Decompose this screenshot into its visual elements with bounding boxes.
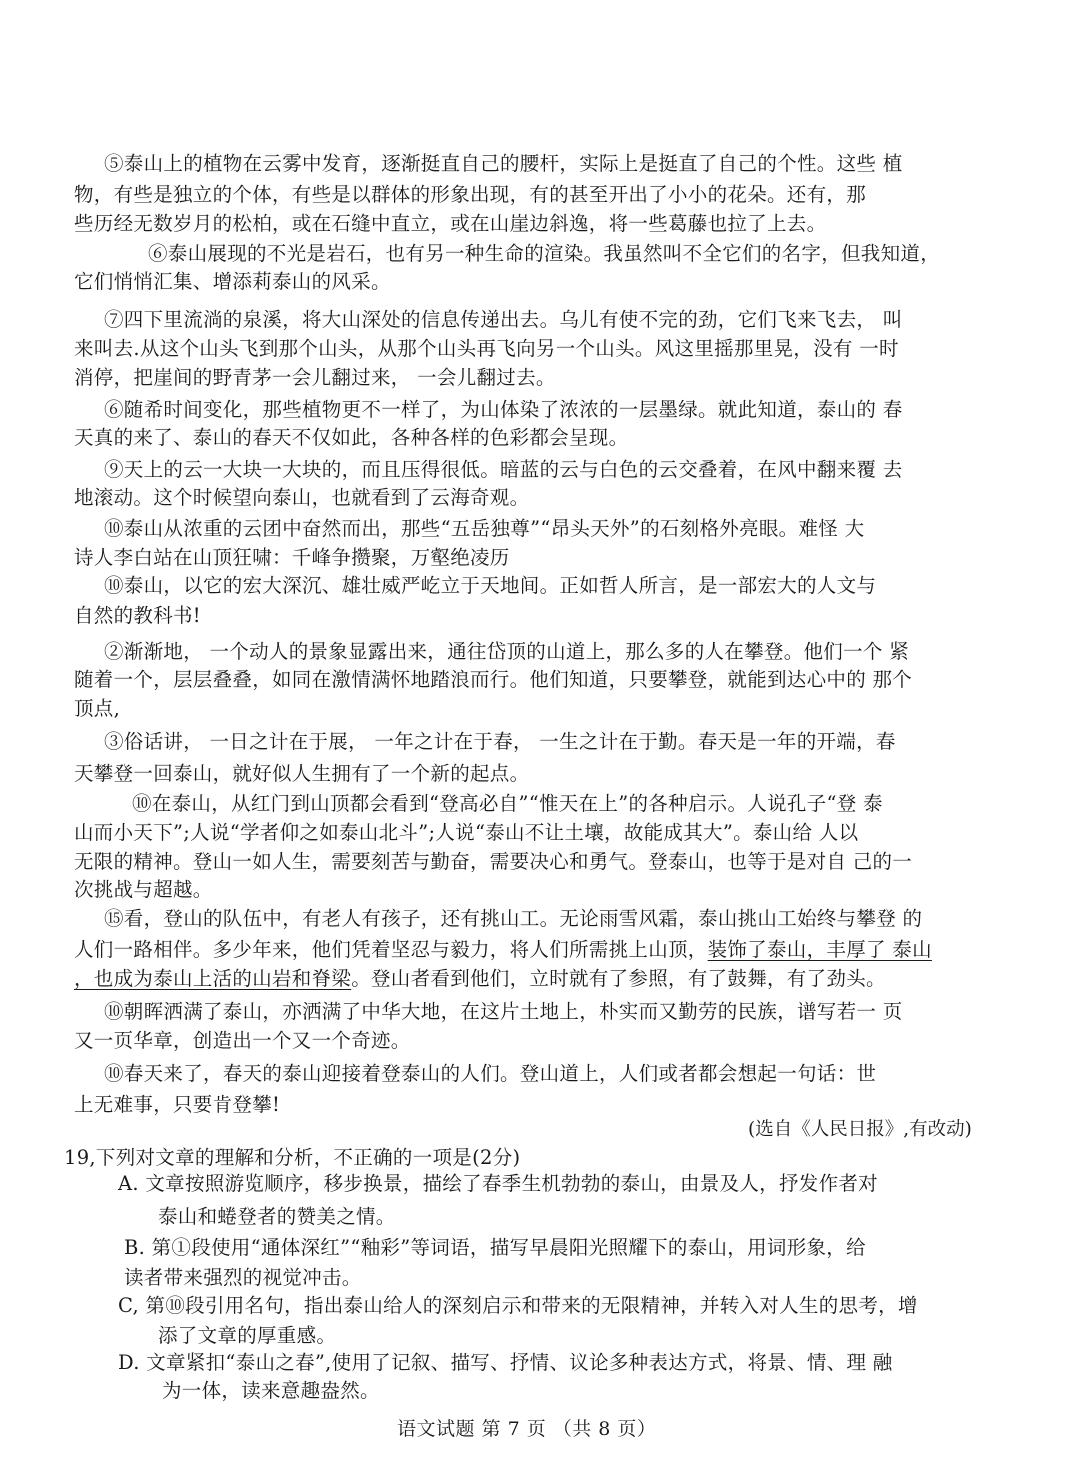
option-a-line-1: A. 文章按照游览顺序，移步换景，描绘了春季生机勃勃的泰山，由景及人，抒发作者对 (118, 1172, 878, 1195)
paragraph-15-line-3-text: 。登山者看到他们，立时就有了参照，有了鼓舞，有了劲头。 (351, 967, 886, 990)
option-a-line-2: 泰山和蜷登者的赞美之情。 (158, 1205, 396, 1228)
option-b-line-2: 读者带来强烈的视觉冲击。 (124, 1266, 362, 1289)
paragraph-7-line-3: 消停，把崖间的野青茅一会儿翻过来， 一会儿翻过去。 (74, 366, 556, 389)
paragraph-16-line-1: ⑩朝晖洒满了泰山，亦洒满了中华大地，在这片土地上，朴实而又勤劳的民族，谱写若一 页 (104, 1000, 903, 1023)
option-c-line-2: 添了文章的厚重感。 (158, 1324, 337, 1347)
paragraph-7-line-2: 来叫去.从这个山头飞到那个山头，从那个山头再飞向另一个山头。风这里摇那里晃，没有 一时 (74, 337, 899, 360)
paragraph-5-line-3: 些历经无数岁月的松柏，或在石缝中直立，或在山崖边斜逸，将一些葛藤也拉了上去。 (74, 212, 827, 235)
paragraph-9-line-1: ⑨天上的云一大块一大块的，而且压得很低。暗蓝的云与白色的云交叠着，在风中翻来覆 去 (104, 458, 903, 481)
paragraph-8-line-1: ⑥随希时间变化，那些植物更不一样了，为山体染了浓浓的一层墨绿。就此知道，泰山的 春 (104, 398, 903, 421)
paragraph-14-line-4: 次挑战与超越。 (74, 878, 213, 901)
option-c-line-1: C, 第⑩段引用名句，指出泰山给人的深刻启示和带来的无限精神，并转入对人生的思考，增 (118, 1294, 918, 1317)
underlined-phrase-continued: ，也成为泰山上活的山岩和脊梁 (74, 967, 352, 990)
paragraph-17-line-2: 上无难事，只要肯登攀! (74, 1093, 281, 1116)
paragraph-15-line-3 (74, 967, 886, 991)
option-b-line-1: B. 第①段使用“通体深红”“釉彩”等词语，描写早晨阳光照耀下的泰山，用词形象，给 (124, 1236, 866, 1259)
paragraph-12-line-2: 随着一个，层层叠叠，如同在激情满怀地踏浪而行。他们知道，只要攀登，就能到达心中的 那个 (74, 668, 913, 691)
paragraph-6-line-2: 它们悄悄汇集、增添莉泰山的风采。 (74, 270, 391, 293)
paragraph-15-line-2-text: 人们一路相伴。多少年来，他们凭着坚忍与毅力，将人们所需挑上山顶， (74, 938, 708, 961)
paragraph-14-line-2: 山而小天下”;人说“学者仰之如泰山北斗”;人说“泰山不让土壤，故能成其大”。泰山给 人以 (74, 821, 859, 844)
paragraph-6-line-1: ⑥泰山展现的不光是岩石，也有另一种生命的渲染。我虽然叫不全它们的名字，但我知道， (148, 242, 941, 265)
paragraph-14-line-3: 无限的精神。登山一如人生，需要刻苦与勤奋，需要决心和勇气。登泰山，也等于是对自 己的一 (74, 850, 913, 873)
article-source: (选自《人民日报》,有改动) (748, 1119, 972, 1140)
paragraph-5-line-1: ⑤泰山上的植物在云雾中发育，逐渐挺直自己的腰杆，实际上是挺直了自己的个性。这些 植 (104, 152, 903, 175)
paragraph-13-line-1: ③俗话讲， 一日之计在于展， 一年之计在于春， 一生之计在于勤。春天是一年的开端，春 (104, 730, 896, 753)
paragraph-17-line-1: ⑩春天来了，春天的泰山迎接着登泰山的人们。登山道上，人们或者都会想起一句话：世 (104, 1062, 877, 1085)
option-d-line-2: 为一体，读来意趣盎然。 (162, 1379, 380, 1402)
paragraph-11-line-2: 自然的教科书! (74, 604, 201, 627)
paragraph-13-line-2: 天攀登一回泰山，就好似人生拥有了一个新的起点。 (74, 762, 530, 785)
paragraph-12-line-1: ②渐渐地， 一个动人的景象显露出来，通往岱顶的山道上，那么多的人在攀登。他们一个 紧 (104, 640, 909, 663)
paragraph-12-line-3: 顶点, (74, 697, 121, 720)
paragraph-10-line-2: 诗人李白站在山顶狂啸：千峰争攒聚，万壑绝凌历 (74, 546, 510, 569)
paragraph-9-line-2: 地滚动。这个时候望向泰山，也就看到了云海奇观。 (74, 486, 530, 509)
underlined-phrase: 装饰了泰山，丰厚了 泰山 (707, 938, 932, 961)
paragraph-15-line-2 (74, 938, 932, 962)
paragraph-14-line-1: ⑩在泰山，从红门到山顶都会看到“登高必自”“惟天在上”的各种启示。人说孔子“登 泰 (132, 792, 883, 815)
paragraph-5-line-2: 物，有些是独立的个体，有些是以群体的形象出现，有的甚至开出了小小的花朵。还有，那 (74, 183, 867, 206)
paragraph-10-line-1: ⑩泰山从浓重的云团中奋然而出，那些“五岳独尊”“昂头天外”的石刻格外亮眼。难怪 大 (104, 517, 865, 540)
option-d-line-1: D. 文章紧扣“泰山之春”,使用了记叙、描写、抒情、议论多种表达方式，将景、情、理 融 (118, 1351, 893, 1374)
paragraph-7-line-1: ⑦四下里流淌的泉溪，将大山深处的信息传递出去。乌儿有使不完的劲，它们飞来飞去， 叫 (104, 308, 903, 331)
paragraph-16-line-2: 又一页华章，创造出一个又一个奇迹。 (74, 1029, 411, 1052)
paragraph-15-line-1: ⑮看，登山的队伍中，有老人有孩子，还有挑山工。无论雨雪风霜，泰山挑山工始终与攀登 的 (104, 907, 923, 930)
question-19-stem: 19,下列对文章的理解和分析，不正确的一项是(2分) (64, 1146, 521, 1169)
paragraph-11-line-1: ⑩泰山，以它的宏大深沉、雄壮威严屹立于天地间。正如哲人所言，是一部宏大的人文与 (104, 574, 877, 597)
page-footer: 语文试题 第 7 页 （共 8 页） (397, 1418, 657, 1440)
paragraph-8-line-2: 天真的来了、泰山的春天不仅如此，各种各样的色彩都会呈现。 (74, 426, 629, 449)
